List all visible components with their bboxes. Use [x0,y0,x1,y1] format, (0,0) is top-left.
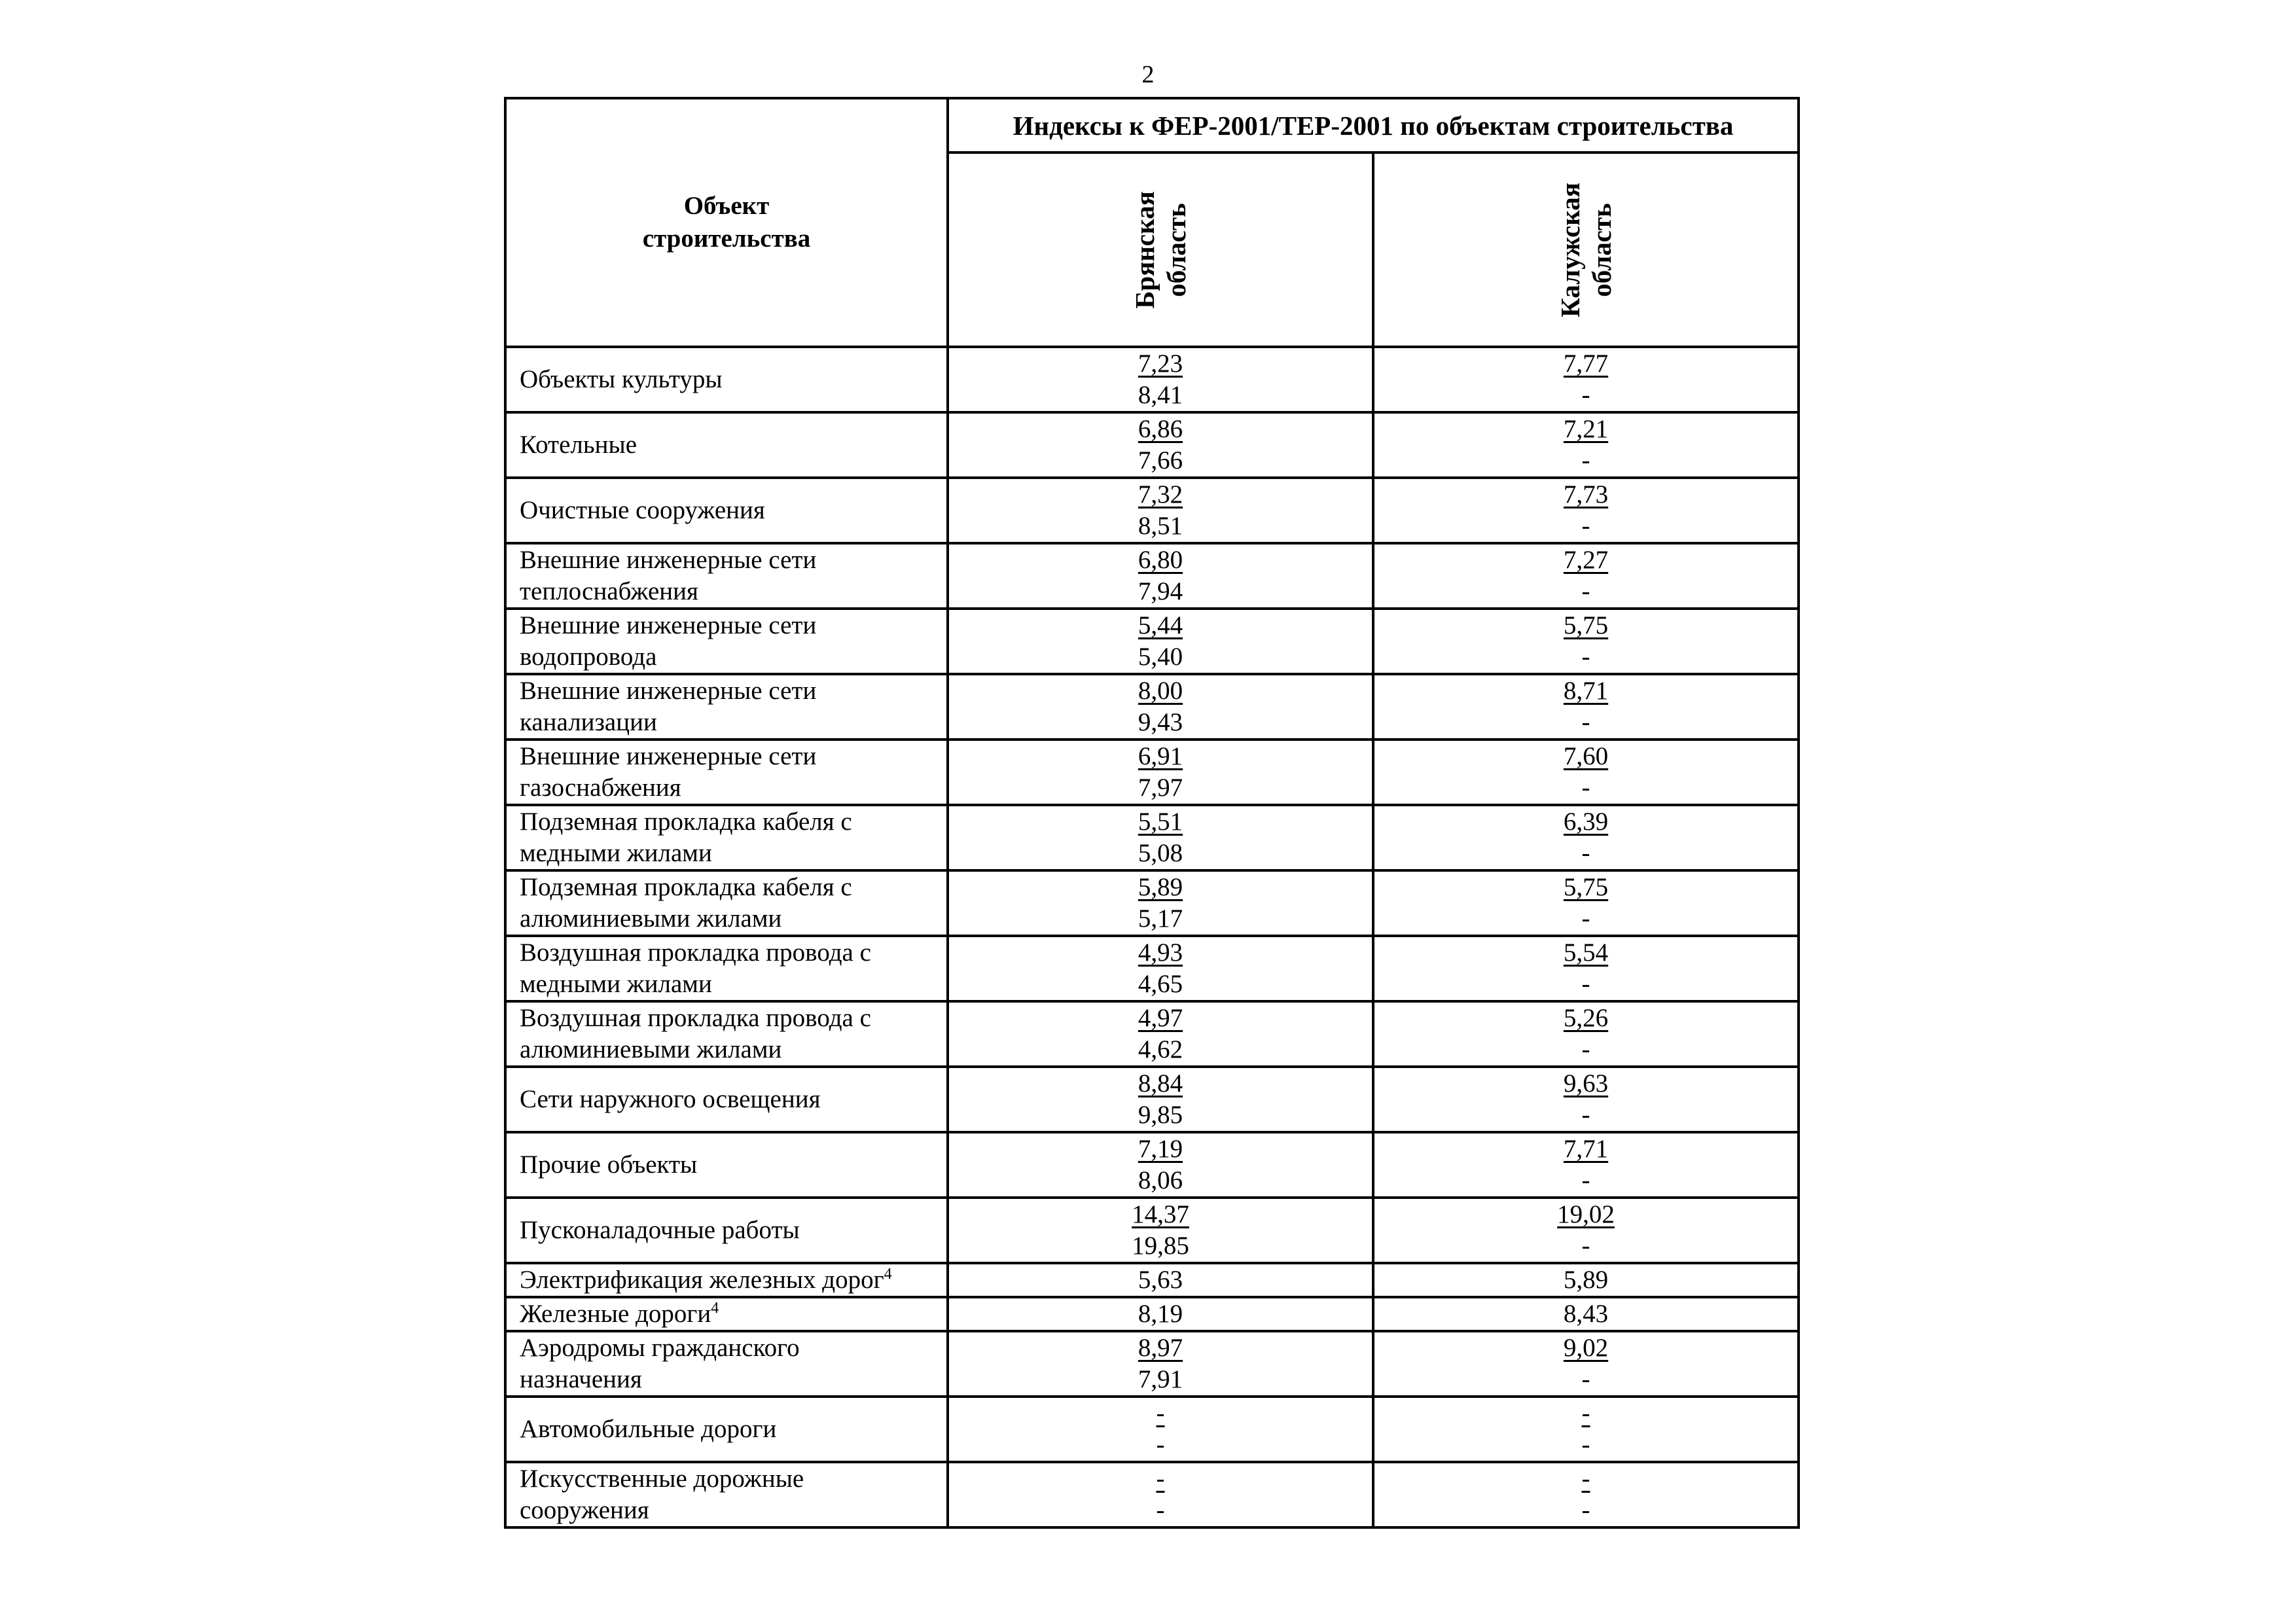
index-cell-kaluga: 8,43 [1373,1297,1799,1331]
object-name-cell [505,1198,948,1263]
index-ter-value: - [1581,1232,1590,1260]
object-name-line1: Котельные [520,431,637,459]
table-row [505,1001,1799,1067]
index-cell-kaluga [1373,1331,1799,1397]
index-fer-value: 5,75 [1563,611,1609,639]
index-cell-bryansk [948,412,1373,478]
index-fer-value: 5,26 [1563,1004,1609,1032]
index-ter-value: 5,08 [1138,839,1183,867]
index-ter-value: - [1581,381,1590,409]
index-fer-value: 4,93 [1138,938,1183,967]
object-name-cell [505,1462,948,1527]
index-ter-value: - [1581,1365,1590,1393]
index-cell-bryansk [948,1132,1373,1198]
index-cell-kaluga [1373,674,1799,740]
table-body [505,347,1799,1527]
index-ter-value: 7,97 [1138,774,1183,802]
index-cell-kaluga [1373,870,1799,936]
index-fer-value: 7,77 [1563,349,1609,378]
index-fer-value: 5,89 [1138,873,1183,901]
object-name-line1: Внешние инженерные сети [520,677,817,705]
index-ter-value: 8,41 [1138,381,1183,409]
table-row [505,805,1799,870]
index-cell-bryansk [948,347,1373,412]
object-name-line1: Подземная прокладка кабеля с [520,873,852,901]
object-name-line2: газоснабжения [520,774,681,802]
index-cell-bryansk [948,1001,1373,1067]
index-ter-value: - [1581,1496,1590,1524]
table-row [505,543,1799,609]
object-name-cell [505,1067,948,1132]
index-fer-value: - [1581,1465,1590,1493]
index-fer-value: - [1156,1399,1165,1427]
index-ter-value: 9,43 [1138,708,1183,736]
index-ter-value: 19,85 [1132,1232,1189,1260]
index-ter-value: 8,06 [1138,1166,1183,1194]
index-cell-kaluga [1373,936,1799,1001]
index-ter-value: - [1581,970,1590,998]
region-name-line2: область [1160,202,1191,297]
object-name-cell [505,805,948,870]
object-name-line1: Пусконаладочные работы [520,1216,800,1244]
index-ter-value: - [1581,839,1590,867]
index-cell-kaluga: 5,89 [1373,1263,1799,1297]
object-header-line2: строительства [642,224,811,253]
index-fer-value: 5,44 [1138,611,1183,639]
object-name-line2: медными жилами [520,839,712,867]
table-row [505,347,1799,412]
object-name-line1: Внешние инженерные сети [520,742,817,770]
table-row [505,1132,1799,1198]
index-ter-value: 9,85 [1138,1101,1183,1129]
region-name-line2: область [1586,202,1617,297]
index-fer-value: 6,39 [1563,808,1609,836]
index-cell-bryansk [948,1067,1373,1132]
index-fer-value: 6,86 [1138,415,1183,443]
object-name-cell [505,1263,948,1297]
index-cell-bryansk [948,870,1373,936]
index-cell-kaluga [1373,1462,1799,1527]
index-fer-value: 8,84 [1138,1069,1183,1097]
index-fer-value: 5,54 [1563,938,1609,967]
object-name-line1: Электрификация железных дорог [520,1266,884,1294]
page-number: 2 [1141,61,1155,88]
object-name-line2: сооружения [520,1496,649,1524]
object-name-line1: Прочие объекты [520,1150,698,1179]
object-name-cell [505,870,948,936]
object-name-line1: Подземная прокладка кабеля с [520,808,852,836]
index-cell-kaluga [1373,543,1799,609]
object-name-cell [505,478,948,543]
index-cell-bryansk [948,674,1373,740]
index-cell-bryansk [948,1462,1373,1527]
object-name-line1: Внешние инженерные сети [520,611,817,639]
index-cell-bryansk [948,1198,1373,1263]
index-ter-value: - [1581,774,1590,802]
index-fer-value: - [1156,1465,1165,1493]
index-fer-value: 7,27 [1563,546,1609,574]
footnote-marker: 4 [884,1266,892,1283]
object-name-cell [505,674,948,740]
index-ter-value: - [1581,1166,1590,1194]
index-cell-bryansk: 8,19 [948,1297,1373,1331]
index-cell-bryansk [948,478,1373,543]
object-name-cell [505,936,948,1001]
region-name-line1: Брянская [1129,190,1160,309]
table-header [505,98,1799,347]
object-name-line2: теплоснабжения [520,577,698,605]
object-name-line2: алюминиевыми жилами [520,1035,782,1063]
index-fer-value: 7,32 [1138,480,1183,508]
table-row [505,1067,1799,1132]
table-row [505,1397,1799,1462]
index-fer-value: 9,63 [1563,1069,1609,1097]
table-row [505,1263,1799,1297]
index-ter-value: - [1581,708,1590,736]
index-fer-value: 7,19 [1138,1135,1183,1163]
index-fer-value: 6,91 [1138,742,1183,770]
index-fer-value: 7,60 [1563,742,1609,770]
object-name-line1: Автомобильные дороги [520,1415,777,1443]
index-fer-value: 14,37 [1132,1200,1189,1228]
object-name-line1: Железные дороги [520,1300,711,1328]
table-row [505,1462,1799,1527]
index-fer-value: 7,71 [1563,1135,1609,1163]
table-row [505,609,1799,674]
index-fer-value: 4,97 [1138,1004,1183,1032]
object-name-cell [505,1297,948,1331]
region-name-line1: Калужская [1554,182,1585,317]
index-cell-kaluga [1373,1198,1799,1263]
index-cell-bryansk [948,1397,1373,1462]
object-name-line1: Сети наружного освещения [520,1085,821,1113]
index-cell-kaluga [1373,805,1799,870]
index-ter-value: - [1581,1101,1590,1129]
index-ter-value: 4,62 [1138,1035,1183,1063]
index-ter-value: - [1156,1431,1165,1459]
table-row [505,1331,1799,1397]
object-name-line1: Внешние инженерные сети [520,546,817,574]
object-name-line1: Воздушная прокладка провода с [520,938,871,967]
object-name-cell [505,1397,948,1462]
region-header-bryansk [948,152,1373,347]
object-name-cell [505,1001,948,1067]
index-cell-bryansk [948,936,1373,1001]
index-ter-value: - [1581,1035,1590,1063]
table-row [505,412,1799,478]
index-ter-value: 7,94 [1138,577,1183,605]
object-name-line1: Воздушная прокладка провода с [520,1004,871,1032]
index-cell-bryansk [948,805,1373,870]
index-ter-value: - [1581,446,1590,474]
index-cell-kaluga [1373,1397,1799,1462]
object-name-line1: Искусственные дорожные [520,1465,804,1493]
table-row [505,478,1799,543]
index-fer-value: 7,21 [1563,415,1609,443]
object-name-line2: алюминиевыми жилами [520,904,782,933]
index-cell-bryansk [948,740,1373,805]
index-fer-value: - [1581,1399,1590,1427]
index-cell-bryansk [948,609,1373,674]
object-name-line2: медными жилами [520,970,712,998]
object-name-line2: водопровода [520,643,657,671]
object-name-line1: Объекты культуры [520,365,723,393]
index-cell-kaluga [1373,478,1799,543]
object-name-cell [505,1331,948,1397]
index-fer-value: 6,80 [1138,546,1183,574]
index-fer-value: 8,00 [1138,677,1183,705]
object-name-cell [505,740,948,805]
object-name-line2: назначения [520,1365,642,1393]
index-ter-value: - [1581,577,1590,605]
object-name-line1: Аэродромы гражданского [520,1334,800,1362]
index-fer-value: 19,02 [1557,1200,1615,1228]
region-header-kaluga [1373,152,1799,347]
index-cell-kaluga [1373,1132,1799,1198]
object-column-header [505,98,948,347]
table-row [505,674,1799,740]
index-ter-value: 5,40 [1138,643,1183,671]
index-cell-bryansk [948,543,1373,609]
index-fer-value: 9,02 [1563,1334,1609,1362]
object-header-line1: Объект [683,192,770,220]
index-ter-value: - [1581,1431,1590,1459]
index-fer-value: 7,73 [1563,480,1609,508]
footnote-marker: 4 [711,1300,719,1317]
index-fer-value: 5,51 [1138,808,1183,836]
index-ter-value: 4,65 [1138,970,1183,998]
object-name-line2: канализации [520,708,657,736]
index-fer-value: 8,97 [1138,1334,1183,1362]
index-ter-value: 8,51 [1138,512,1183,540]
table-row [505,1198,1799,1263]
index-fer-value: 7,23 [1138,349,1183,378]
index-ter-value: - [1581,643,1590,671]
index-ter-value: 5,17 [1138,904,1183,933]
index-fer-value: 5,75 [1563,873,1609,901]
index-ter-value: 7,91 [1138,1365,1183,1393]
index-cell-kaluga [1373,412,1799,478]
object-name-cell [505,1132,948,1198]
index-cell-kaluga [1373,609,1799,674]
table-row [505,740,1799,805]
index-cell-kaluga [1373,1067,1799,1132]
object-name-cell [505,347,948,412]
index-ter-value: 7,66 [1138,446,1183,474]
object-name-line1: Очистные сооружения [520,496,765,524]
index-cell-kaluga [1373,347,1799,412]
object-name-cell [505,609,948,674]
index-ter-value: - [1581,904,1590,933]
index-cell-kaluga [1373,740,1799,805]
index-table [504,97,1800,1529]
index-cell-kaluga [1373,1001,1799,1067]
index-group-header: Индексы к ФЕР-2001/ТЕР-2001 по объектам строительства [948,98,1799,152]
object-name-cell [505,412,948,478]
index-ter-value: - [1581,512,1590,540]
index-cell-bryansk [948,1331,1373,1397]
table-row [505,870,1799,936]
table-row [505,936,1799,1001]
table-row [505,1297,1799,1331]
index-cell-bryansk: 5,63 [948,1263,1373,1297]
index-fer-value: 8,71 [1563,677,1609,705]
object-name-cell [505,543,948,609]
index-ter-value: - [1156,1496,1165,1524]
